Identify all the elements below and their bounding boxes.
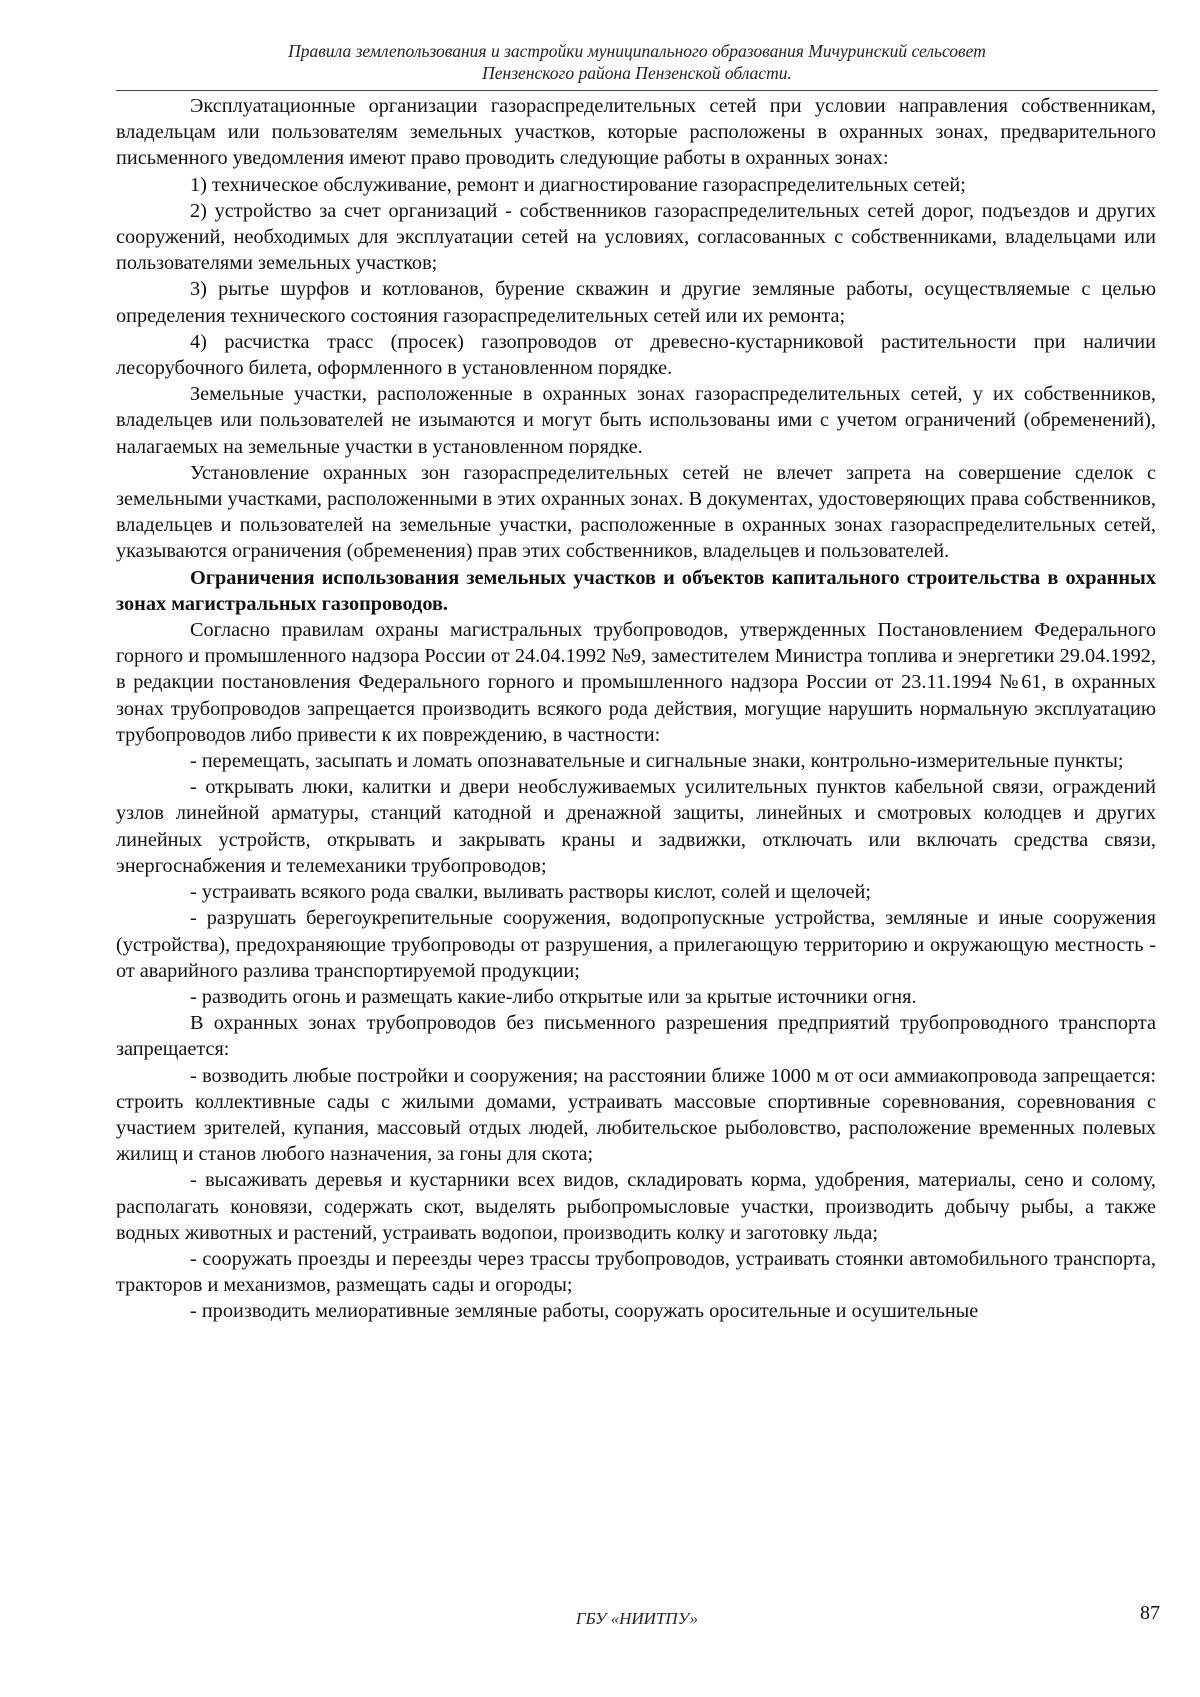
prohibition-item-2: - открывать люки, калитки и двери необслуживаемых усилительных пунктов кабельной связи, ограждений узлов линейной арматуры, станций катодной и дренажной защиты, линейных и смотровых колодцев и других линейных устройств, открывать и закрывать краны и задвижки, отключать или включать средства связи, энергоснабжения и телемеханики трубопроводов;: [116, 776, 1156, 877]
restriction-item-2: - высаживать деревья и кустарники всех видов, складировать корма, удобрения, материалы, сено и солому, располагать коновязи, содержать скот, выделять рыбопромысловые участки, производить добычу рыбы, а также водных животных и растений, устраивать водопои, производить колку и заготовку льда;: [116, 1169, 1156, 1244]
restriction-item-3: - сооружать проезды и переезды через трассы трубопроводов, устраивать стоянки автомобильного транспорта, тракторов и механизмов, размещать сады и огороды;: [116, 1247, 1156, 1297]
list-item-2: 2) устройство за счет организаций - собственников газораспределительных сетей дорог, подъездов и других сооружений, необходимых для эксплуатации сетей на условиях, согласованных с собственниками, владельцами или пользователями земельных участков;: [116, 199, 1156, 275]
header-rule: [116, 90, 1158, 91]
footer-organization: ГБУ «НИИТПУ»: [575, 1609, 699, 1628]
paragraph-zone-establishment: Установление охранных зон газораспределительных сетей не влечет запрета на совершение сделок с земельными участками, расположенными в этих охранных зонах. В документах, удостоверяющих права собственников, владельцев и пользователей на земельные участки, расположенные в охранных зонах газораспределительных сетей, указываются ограничения (обременения) прав этих собственников, владельцев и пользователей.: [116, 461, 1156, 563]
list-item-4: 4) расчистка трасс (просек) газопроводов от древесно-кустарниковой растительности при наличии лесорубочного билета, оформленного в установленном порядке.: [116, 330, 1156, 380]
paragraph-land-plots: Земельные участки, расположенные в охранных зонах газораспределительных сетей, у их собственников, владельцев или пользователей не изымаются и могут быть использованы ими с учетом ограничений (обременений), налагаемых на земельные участки в установленном порядке.: [116, 383, 1156, 458]
list-item-1: 1) техническое обслуживание, ремонт и диагностирование газораспределительных сетей;: [190, 173, 966, 196]
paragraph-pipeline-rules: Согласно правилам охраны магистральных трубопроводов, утвержденных Постановлением Федерального горного и промышленного надзора России от 24.04.1992 №9, заместителем Министра топлива и энергетики 29.04.1992, в редакции постановления Федерального горного и промышленного надзора России от 23.11.1994 №61, в охранных зонах трубопроводов запрещается производить всякого рода действия, могущие нарушить нормальную эксплуатацию трубопроводов либо привести к их повреждению, в частности:: [116, 619, 1156, 746]
list-item-3: 3) рытье шурфов и котлованов, бурение скважин и другие земляные работы, осуществляемые с целью определения технического состояния газораспределительных сетей или их ремонта;: [116, 278, 1156, 327]
restriction-item-1: - возводить любые постройки и сооружения; на расстоянии ближе 1000 м от оси аммиакопровода запрещается: строить коллективные сады с жилыми домами, устраивать массовые спортивные соревнования, соревнования с участием зрителей, купания, массовый отдых людей, любительское рыболовство, расположение временных полевых жилищ и станов любого назначения, за гоны для скота;: [116, 1064, 1156, 1166]
page-number: 87: [1140, 1602, 1160, 1624]
page-footer: [116, 1602, 1160, 1631]
paragraph-without-permission: В охранных зонах трубопроводов без письменного разрешения предприятий трубопроводного транспорта запрещается:: [116, 1012, 1156, 1061]
document-body: [116, 93, 1156, 1325]
section-heading: Ограничения использования земельных участков и объектов капитального строительства в охранных зонах магистральных газопроводов.: [116, 566, 1156, 615]
prohibition-item-1: - перемещать, засыпать и ломать опознавательные и сигнальные знаки, контрольно-измерительные пункты;: [190, 750, 1124, 773]
paragraph-intro: Эксплуатационные организации газораспределительных сетей при условии направления собственникам, владельцам или пользователям земельных участков, которые расположены в охранных зонах, предварительного письменного уведомления имеют право проводить следующие работы в охранных зонах:: [116, 95, 1156, 170]
prohibition-item-4: - разрушать берегоукрепительные сооружения, водопропускные устройства, земляные и иные сооружения (устройства), предохраняющие трубопроводы от разрушения, а прилегающую территорию и окружающую местность - от аварийного разлива транспортируемой продукции;: [116, 907, 1156, 982]
header-line-1: Правила землепользования и застройки муниципального образования Мичуринский сельсовет: [288, 41, 986, 61]
header-line-2: Пензенского района Пензенской области.: [482, 63, 792, 83]
prohibition-item-3: - устраивать всякого рода свалки, выливать растворы кислот, солей и щелочей;: [190, 881, 872, 904]
running-header: [116, 40, 1158, 84]
prohibition-item-5: - разводить огонь и размещать какие-либо открытые или за крытые источники огня.: [190, 985, 917, 1008]
restriction-item-4: - производить мелиоративные земляные работы, сооружать оросительные и осушительные: [190, 1300, 979, 1323]
